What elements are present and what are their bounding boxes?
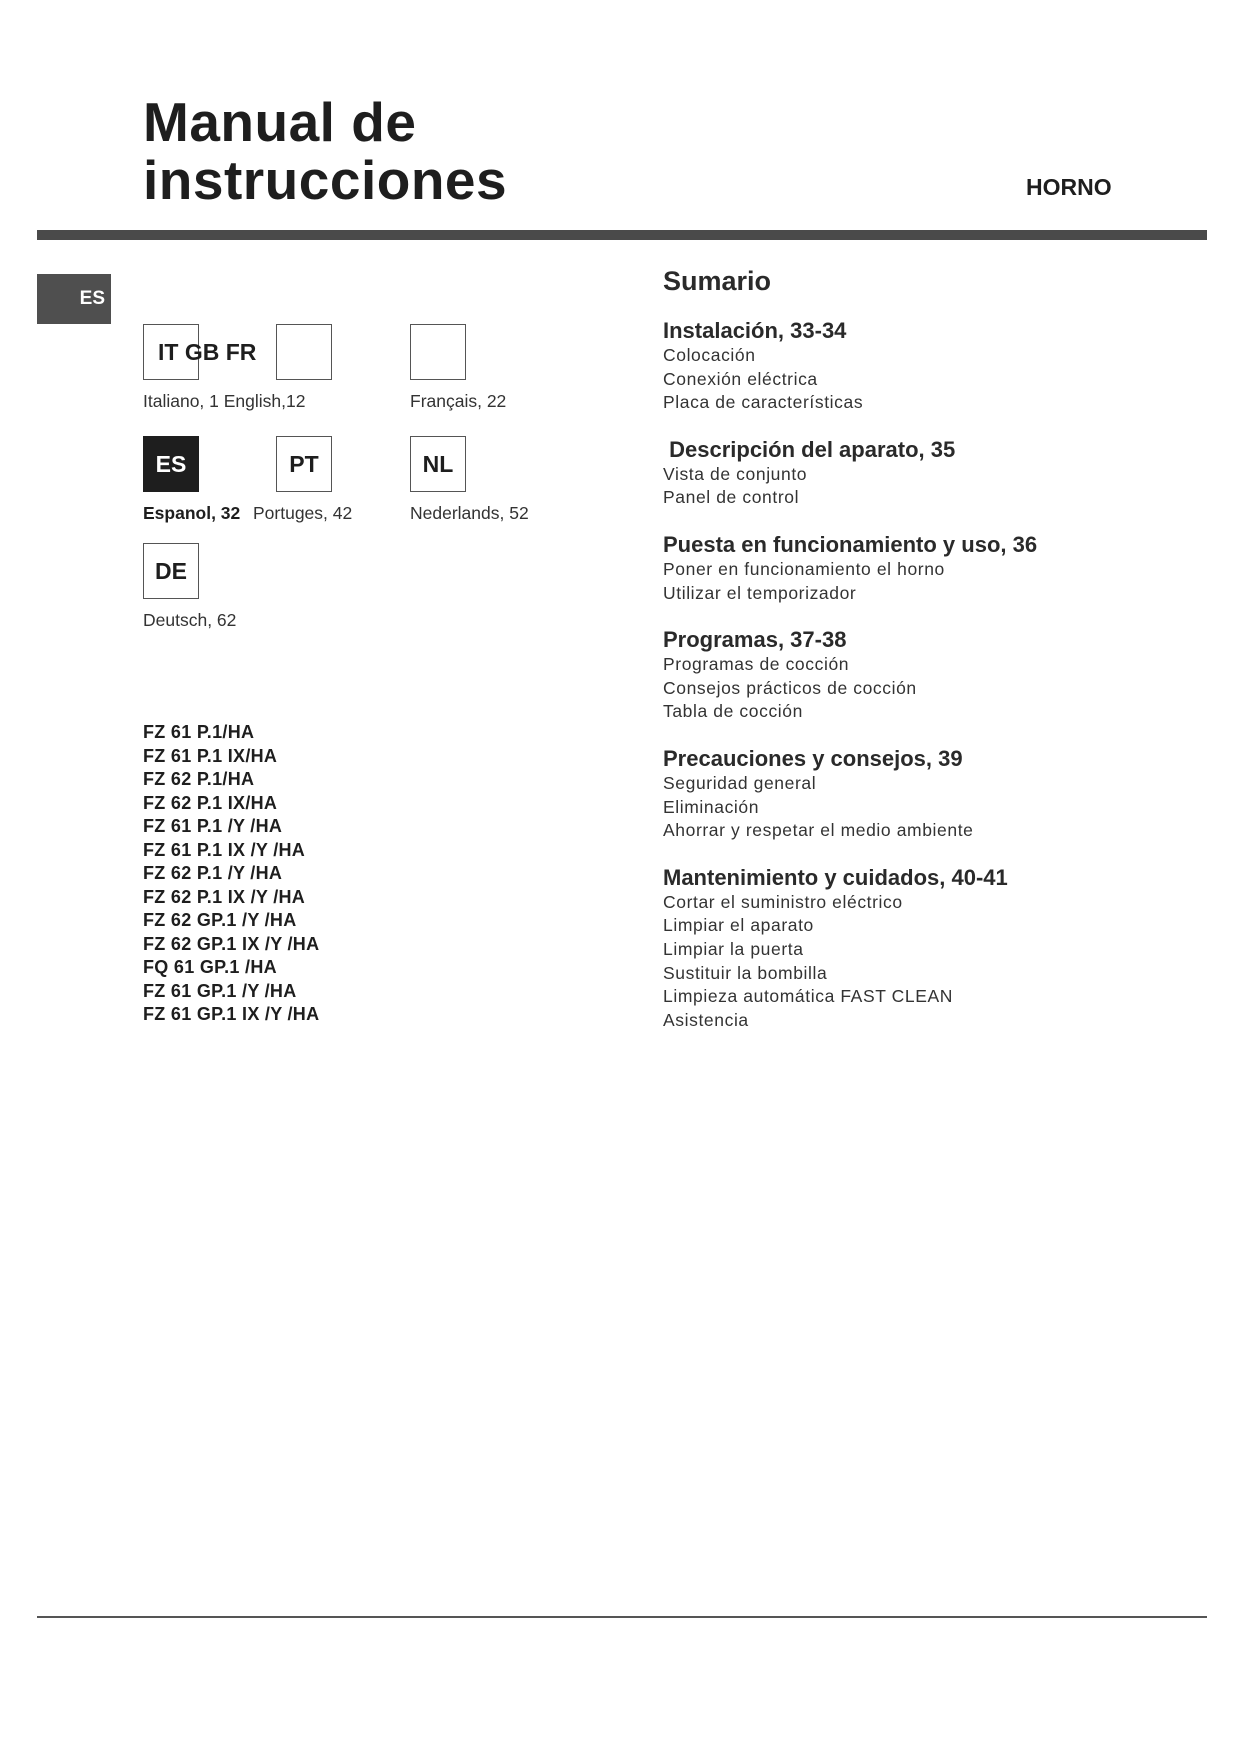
toc-item: Utilizar el temporizador bbox=[663, 582, 857, 603]
lang-box-gb bbox=[276, 324, 332, 380]
model-item: FZ 62 GP.1 IX /Y /HA bbox=[143, 933, 320, 954]
toc-item: Eliminación bbox=[663, 796, 760, 817]
toc-title: Sumario bbox=[663, 266, 772, 296]
toc-heading: Programas, 37-38 bbox=[663, 627, 847, 653]
toc-section-precauciones bbox=[663, 746, 1203, 843]
lang-box-nl: NL bbox=[410, 436, 466, 492]
toc-item: Vista de conjunto bbox=[663, 463, 808, 484]
model-item: FZ 62 P.1 IX /Y /HA bbox=[143, 886, 306, 907]
toc-section-instalacion bbox=[663, 318, 1203, 415]
toc-item: Ahorrar y respetar el medio ambiente bbox=[663, 820, 974, 841]
title-line-2: instrucciones bbox=[143, 149, 508, 211]
toc-item: Placa de características bbox=[663, 392, 864, 413]
model-item: FZ 61 GP.1 IX /Y /HA bbox=[143, 1004, 320, 1024]
lang-label-itgbfr: IT GB FR bbox=[158, 339, 257, 365]
language-tab: ES bbox=[37, 274, 111, 324]
title-line-1: Manual de bbox=[143, 91, 417, 153]
model-item: FZ 61 P.1 IX /Y /HA bbox=[143, 839, 306, 860]
model-item: FZ 61 GP.1 /Y /HA bbox=[143, 980, 297, 1001]
toc-item: Seguridad general bbox=[663, 772, 817, 793]
toc-item: Limpiar la puerta bbox=[663, 938, 804, 959]
lang-caption-de: Deutsch, 62 bbox=[143, 610, 237, 630]
model-item: FZ 61 P.1 IX/HA bbox=[143, 745, 278, 766]
toc-heading: Precauciones y consejos, 39 bbox=[663, 745, 963, 771]
toc-item: Sustituir la bombilla bbox=[663, 962, 828, 983]
model-item: FQ 61 GP.1 /HA bbox=[143, 957, 277, 977]
model-item: FZ 62 P.1 /Y /HA bbox=[143, 863, 283, 883]
toc-section-programas bbox=[663, 627, 1203, 724]
toc-item: Limpieza automática FAST CLEAN bbox=[663, 986, 954, 1007]
lang-caption-es-text: Espanol, 32 bbox=[143, 503, 241, 523]
lang-caption-it-gb: Italiano, 1 English,12 bbox=[143, 391, 306, 411]
toc-item: Tabla de cocción bbox=[663, 701, 803, 722]
lang-box-es: ES bbox=[143, 436, 199, 492]
lang-box-de: DE bbox=[143, 543, 199, 599]
model-item: FZ 61 P.1/HA bbox=[143, 722, 255, 742]
toc-item: Panel de control bbox=[663, 487, 800, 508]
toc-section-mantenimiento bbox=[663, 865, 1203, 1033]
toc-item: Cortar el suministro eléctrico bbox=[663, 891, 903, 912]
toc-item: Consejos prácticos de cocción bbox=[663, 677, 917, 698]
toc-heading: Mantenimiento y cuidados, 40-41 bbox=[663, 864, 1008, 890]
toc-section-descripcion bbox=[663, 437, 1203, 510]
model-list bbox=[143, 721, 319, 1027]
product-type: HORNO bbox=[1026, 174, 1112, 200]
model-item: FZ 61 P.1 /Y /HA bbox=[143, 816, 283, 836]
toc-heading: Puesta en funcionamiento y uso, 36 bbox=[663, 531, 1038, 557]
toc-item: Poner en funcionamiento el horno bbox=[663, 558, 945, 579]
toc-item: Asistencia bbox=[663, 1009, 749, 1030]
toc-heading: Instalación, 33-34 bbox=[663, 318, 847, 343]
toc-item: Colocación bbox=[663, 345, 756, 365]
table-of-contents bbox=[663, 266, 1203, 1054]
lang-box-pt: PT bbox=[276, 436, 332, 492]
model-item: FZ 62 P.1 IX/HA bbox=[143, 792, 278, 813]
lang-caption-nl: Nederlands, 52 bbox=[410, 503, 529, 523]
lang-box-fr bbox=[410, 324, 466, 380]
top-rule bbox=[37, 230, 1207, 240]
toc-item: Programas de cocción bbox=[663, 654, 850, 675]
bottom-rule bbox=[37, 1616, 1207, 1618]
lang-caption-es bbox=[143, 503, 240, 524]
lang-caption-pt: Portuges, 42 bbox=[253, 503, 353, 523]
lang-caption-fr: Français, 22 bbox=[410, 391, 507, 411]
toc-section-puesta bbox=[663, 532, 1203, 605]
model-item: FZ 62 GP.1 /Y /HA bbox=[143, 910, 297, 930]
toc-item: Limpiar el aparato bbox=[663, 915, 814, 936]
model-item: FZ 62 P.1/HA bbox=[143, 769, 255, 789]
toc-item: Conexión eléctrica bbox=[663, 368, 818, 389]
toc-heading: Descripción del aparato, 35 bbox=[663, 436, 956, 462]
